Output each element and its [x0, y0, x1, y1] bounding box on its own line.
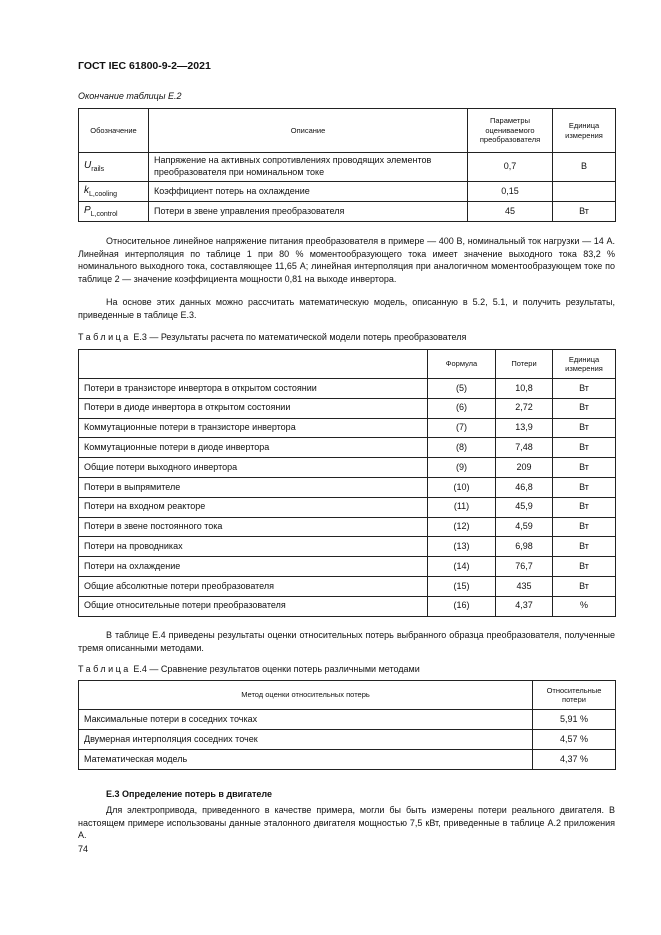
- symbol-main: U: [84, 160, 92, 172]
- value-cell: 76,7: [496, 557, 553, 577]
- paragraph-table-e4-intro: В таблице Е.4 приведены результаты оценки относительных потерь выбранного образца преобразователя, полученные тремя описанными методами.: [78, 630, 615, 653]
- formula-cell: (15): [428, 576, 496, 596]
- header-unit: Единица измерения: [553, 109, 616, 153]
- header-formula: Формула: [428, 350, 496, 379]
- table-e2: [78, 108, 616, 222]
- unit-cell: %: [553, 596, 616, 616]
- symbol-cell: [79, 202, 149, 222]
- symbol-sub: L,control: [90, 210, 118, 218]
- value-cell: 10,8: [496, 379, 553, 399]
- unit-cell: Вт: [553, 379, 616, 399]
- value-cell: 7,48: [496, 438, 553, 458]
- table-title-text: Е.3 — Результаты расчета по математической модели потерь преобразователя: [133, 332, 467, 342]
- formula-cell: (5): [428, 379, 496, 399]
- unit-cell: Вт: [553, 438, 616, 458]
- table-e3: [78, 349, 616, 617]
- standard-header: ГОСТ IEC 61800-9-2—2021: [78, 60, 211, 72]
- name-cell: Потери на охлаждение: [79, 557, 428, 577]
- name-cell: Потери в звене постоянного тока: [79, 517, 428, 537]
- symbol-sub: rails: [91, 166, 105, 174]
- table-row: [79, 398, 616, 418]
- formula-cell: (11): [428, 497, 496, 517]
- name-cell: Потери на проводниках: [79, 537, 428, 557]
- table-row: [79, 202, 616, 222]
- section-heading: Е.3 Определение потерь в двигателе: [106, 789, 272, 799]
- description-cell: Коэффициент потерь на охлаждение: [149, 182, 468, 202]
- symbol-cell: [79, 182, 149, 202]
- value-cell: 4,57 %: [533, 730, 616, 750]
- name-cell: Общие относительные потери преобразователя: [79, 596, 428, 616]
- description-cell: Потери в звене управления преобразователя: [149, 202, 468, 222]
- unit-cell: В: [553, 153, 616, 182]
- table-label: Таблица: [78, 664, 131, 674]
- table-e4-title: [78, 664, 420, 674]
- formula-cell: (16): [428, 596, 496, 616]
- table-row: [79, 557, 616, 577]
- formula-cell: (9): [428, 458, 496, 478]
- method-cell: Максимальные потери в соседних точках: [79, 710, 533, 730]
- value-cell: 45,9: [496, 497, 553, 517]
- value-cell: 6,98: [496, 537, 553, 557]
- value-cell: 0,7: [468, 153, 553, 182]
- formula-cell: (8): [428, 438, 496, 458]
- table-e3-title: [78, 332, 466, 342]
- unit-cell: Вт: [553, 576, 616, 596]
- table-row: [79, 477, 616, 497]
- table-row: [79, 576, 616, 596]
- table-row: [79, 497, 616, 517]
- formula-cell: (13): [428, 537, 496, 557]
- unit-cell: Вт: [553, 537, 616, 557]
- value-cell: 46,8: [496, 477, 553, 497]
- unit-cell: Вт: [553, 557, 616, 577]
- formula-cell: (14): [428, 557, 496, 577]
- table-row: [79, 596, 616, 616]
- unit-cell: Вт: [553, 418, 616, 438]
- table-row: [79, 182, 616, 202]
- name-cell: Коммутационные потери в диоде инвертора: [79, 438, 428, 458]
- header-symbol: Обозначение: [79, 109, 149, 153]
- header-relative-losses: Относительные потери: [533, 681, 616, 710]
- table-row: [79, 418, 616, 438]
- value-cell: 45: [468, 202, 553, 222]
- value-cell: 5,91 %: [533, 710, 616, 730]
- symbol-cell: [79, 153, 149, 182]
- formula-cell: (7): [428, 418, 496, 438]
- table-row: [79, 458, 616, 478]
- description-cell: Напряжение на активных сопротивлениях проводящих элементов преобразователя при номинальном токе: [149, 153, 468, 182]
- value-cell: 4,37 %: [533, 750, 616, 770]
- formula-cell: (12): [428, 517, 496, 537]
- name-cell: Потери в выпрямителе: [79, 477, 428, 497]
- table-row: [79, 750, 616, 770]
- header-unit: Единица измерения: [553, 350, 616, 379]
- value-cell: 13,9: [496, 418, 553, 438]
- paragraph-input-parameters: Относительное линейное напряжение питания преобразователя в примере — 400 В, номинальный ток нагрузки — 14 А. Линейная интерполяция по таблице 1 при 80 % моментообразующего тока имеет значение выходного тока 83,2 % номинального выходного тока, составляющее 11,65 А; линейная интерполяция при аналогичном моментообразующем токе по таблице 2 — значение коэффициента мощности 0,81 на выходе инвертора.: [78, 236, 615, 285]
- unit-cell: Вт: [553, 398, 616, 418]
- unit-cell: [553, 182, 616, 202]
- symbol-main: P: [84, 204, 91, 216]
- table-row: [79, 153, 616, 182]
- name-cell: Потери в диоде инвертора в открытом состоянии: [79, 398, 428, 418]
- table-row: [79, 537, 616, 557]
- table-e4: [78, 680, 616, 770]
- page-number: 74: [78, 844, 89, 854]
- name-cell: Потери в транзисторе инвертора в открытом состоянии: [79, 379, 428, 399]
- table-title-text: Е.4 — Сравнение результатов оценки потерь различными методами: [133, 664, 420, 674]
- table-label: Таблица: [78, 332, 131, 342]
- unit-cell: Вт: [553, 517, 616, 537]
- paragraph-model-results: На основе этих данных можно рассчитать математическую модель, описанную в 5.2, 5.1, и получить результаты, приведенные в таблице Е.3.: [78, 297, 615, 320]
- symbol-sub: L,cooling: [89, 190, 118, 198]
- unit-cell: Вт: [553, 458, 616, 478]
- header-name: [79, 350, 428, 379]
- formula-cell: (10): [428, 477, 496, 497]
- value-cell: 4,59: [496, 517, 553, 537]
- unit-cell: Вт: [553, 497, 616, 517]
- name-cell: Потери на входном реакторе: [79, 497, 428, 517]
- value-cell: 4,37: [496, 596, 553, 616]
- value-cell: 0,15: [468, 182, 553, 202]
- header-parameters: Параметры оцениваемого преобразователя: [468, 109, 553, 153]
- table-row: [79, 710, 616, 730]
- name-cell: Общие потери выходного инвертора: [79, 458, 428, 478]
- table-header-row: [79, 681, 616, 710]
- table-row: [79, 438, 616, 458]
- unit-cell: Вт: [553, 477, 616, 497]
- symbol-main: k: [84, 184, 89, 196]
- table-row: [79, 730, 616, 750]
- table-header-row: [79, 109, 616, 153]
- name-cell: Коммутационные потери в транзисторе инвертора: [79, 418, 428, 438]
- header-description: Описание: [149, 109, 468, 153]
- name-cell: Общие абсолютные потери преобразователя: [79, 576, 428, 596]
- value-cell: 435: [496, 576, 553, 596]
- value-cell: 2,72: [496, 398, 553, 418]
- unit-cell: Вт: [553, 202, 616, 222]
- formula-cell: (6): [428, 398, 496, 418]
- table-e2-caption: Окончание таблицы Е.2: [78, 91, 182, 101]
- header-losses: Потери: [496, 350, 553, 379]
- method-cell: Двумерная интерполяция соседних точек: [79, 730, 533, 750]
- method-cell: Математическая модель: [79, 750, 533, 770]
- paragraph-motor-losses: Для электропривода, приведенного в качестве примера, могли бы быть измерены потери реального двигателя. В настоящем примере использованы данные эталонного двигателя мощностью 7,5 кВт, приведенные в таблице А.2 приложения А.: [78, 805, 615, 841]
- table-row: [79, 517, 616, 537]
- table-header-row: [79, 350, 616, 379]
- table-row: [79, 379, 616, 399]
- header-method: Метод оценки относительных потерь: [79, 681, 533, 710]
- value-cell: 209: [496, 458, 553, 478]
